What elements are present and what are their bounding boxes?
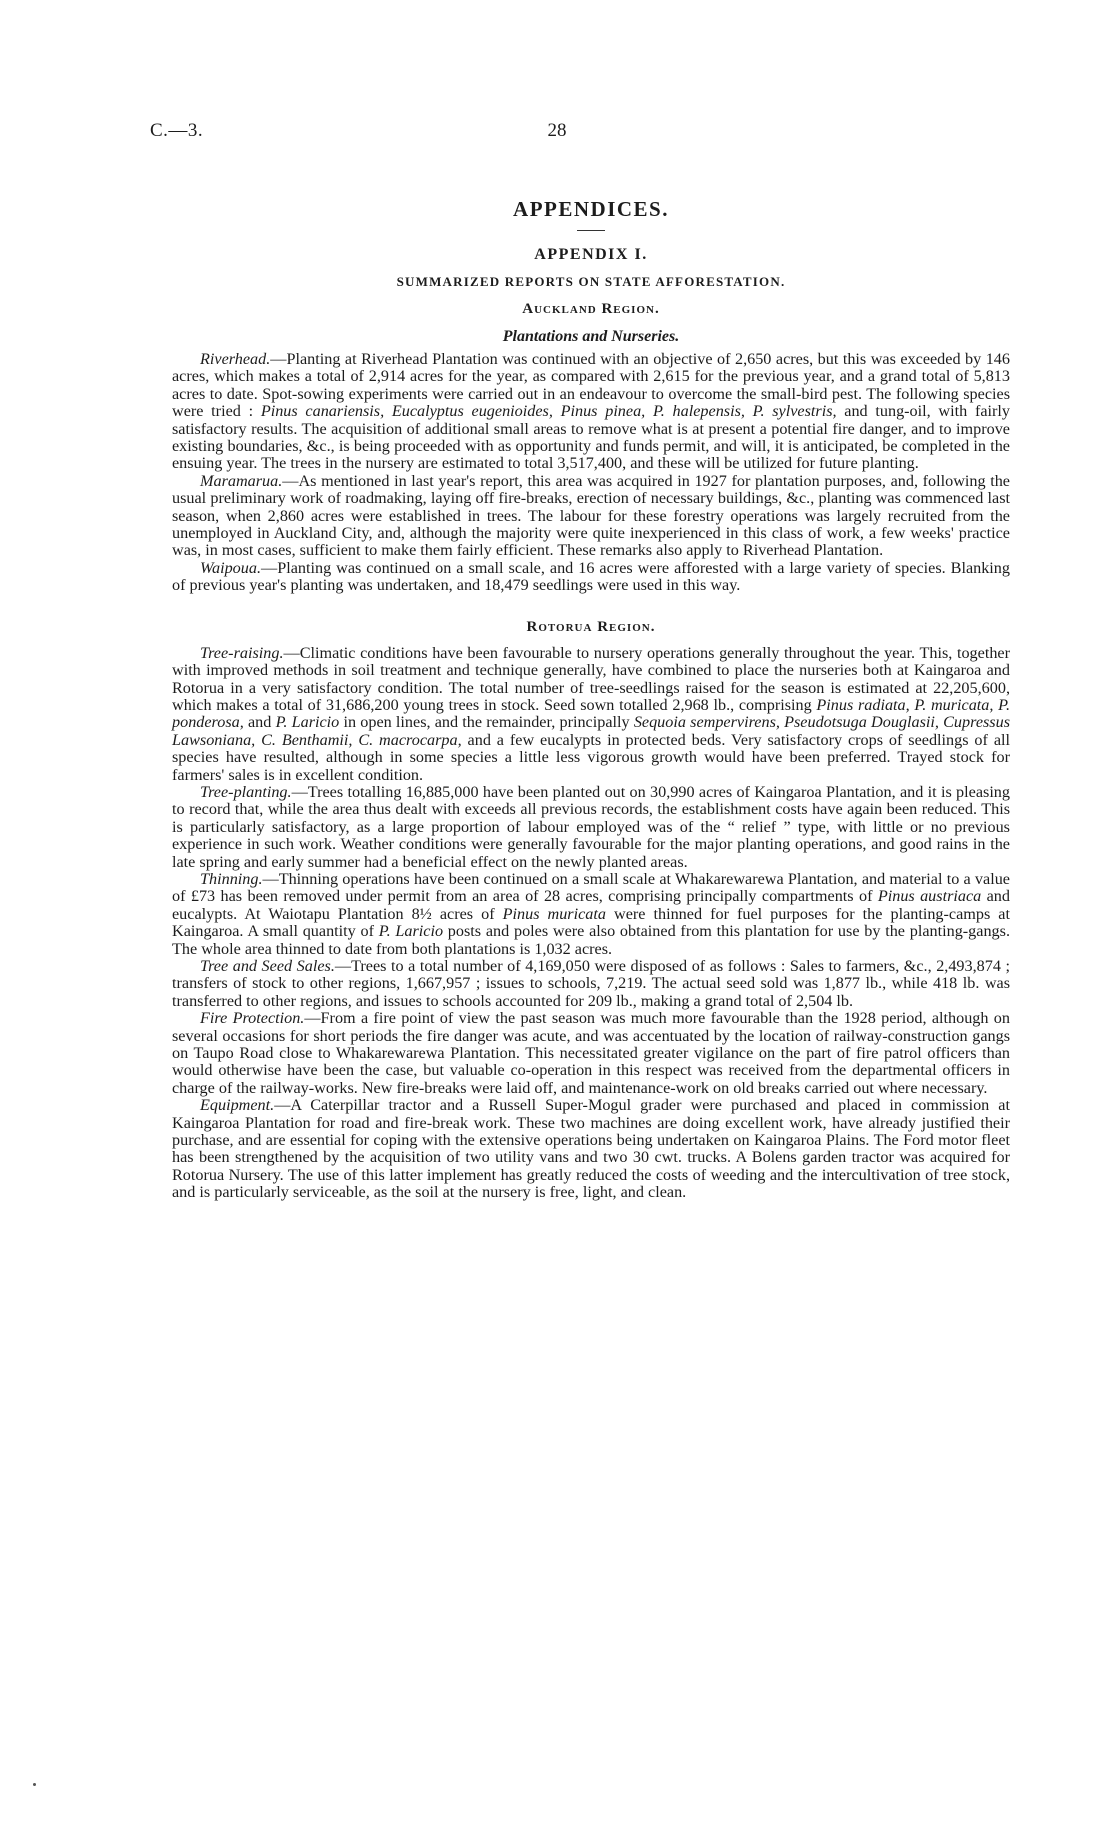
paragraph-lead: Waipoua. bbox=[200, 558, 262, 577]
summary-heading: SUMMARIZED REPORTS ON STATE AFFORESTATION. bbox=[396, 274, 786, 289]
species-names: Pinus radiata, P. muricata, P. ponderosa, bbox=[172, 695, 1010, 732]
paragraph-lead: Fire Protection. bbox=[200, 1009, 305, 1028]
page-number: 28 bbox=[547, 120, 567, 141]
paragraph-text: —A Caterpillar tractor and a Russell Super-Mogul grader were purchased and placed in commission at Kaingaroa Plantation for road and fire-break work. These two machines are doing excellent work, have already justified their purchase, and are essential for coping with the extensive operations being undertaken on Kaingaroa Plains. The Ford motor fleet has been strengthened by the acquisition of two utility vans and two 30 cwt. trucks. A Bolens garden tractor was acquired for Rotorua Nursery. The use of this latter implement has greatly reduced the costs of weeding and the intercultivation of tree stock, and is particularly serviceable, as the soil at the nursery is free, light, and clean. bbox=[172, 1096, 1010, 1202]
margin-speck bbox=[33, 1783, 36, 1786]
paragraph-text: —Planting was continued on a small scale, and 16 acres were afforested with a large variety of species. Blanking of previous year's planting was undertaken, and 18,479 seedlings were used in this way. bbox=[172, 558, 1010, 595]
species-names: Pinus austriaca bbox=[877, 887, 982, 906]
paragraph-maramarua bbox=[172, 473, 1010, 560]
paragraph-lead: Tree and Seed Sales. bbox=[200, 957, 335, 975]
paragraph-lead: Thinning. bbox=[200, 869, 263, 888]
paragraph-lead: Tree-planting. bbox=[200, 782, 292, 801]
paragraph-tree-planting bbox=[172, 784, 1010, 871]
paragraph-text: —Planting at Riverhead Plantation was continued with an objective of 2,650 acres, but this was exceeded by 146 acres, which makes a total of 2,914 acres for the year, as compared with 2,615 for the previous year, and a grand total of 5,813 acres to date. Spot-sowing experiments were carried out in an endeavour to overcome the small-bird pest. The following species were tried : bbox=[172, 350, 1010, 421]
paragraph-riverhead bbox=[172, 351, 1010, 473]
title-rule bbox=[577, 230, 605, 231]
paragraph-text: —From a fire point of view the past season was much more favourable than the 1928 period, although on several occasions for short periods the fire danger was acute, and was accentuated by the location of railway-construction gangs on Taupo Road close to Whakarewarewa Plantation. This necessitated greater vigilance on the part of fire patrol officers than would otherwise have been the case, but valuable co-operation in this respect was received from the departmental officers in charge of the railway-works. New fire-breaks were laid off, and maintenance-work on old breaks carried out where necessary. bbox=[172, 1009, 1010, 1097]
paragraph-text: —Thinning operations have been continued on a small scale at Whakarewarewa Plantation, and material to a value of £73 has been removed under permit from an area of 28 acres, comprising principally compartments of bbox=[172, 869, 1010, 906]
rotorua-region-heading: Rotorua Region. bbox=[526, 618, 656, 635]
paragraph-tree-raising bbox=[172, 645, 1010, 784]
plantations-subheading: Plantations and Nurseries. bbox=[502, 328, 680, 345]
species-names: P. Laricio bbox=[378, 922, 444, 941]
appendix-heading: APPENDIX I. bbox=[534, 246, 648, 263]
species-names: Sequoia sempervirens, Pseudotsuga Douglasii, Cupressus Lawsoniana, C. Benthamii, C. macrocarpa, bbox=[172, 713, 1010, 749]
species-names: Pinus canariensis, Eucalyptus eugenioides, Pinus pinea, P. halepensis, P. sylvestris, bbox=[260, 402, 837, 421]
paragraph-lead: Equipment. bbox=[200, 1096, 275, 1115]
paragraph-text: —Trees totalling 16,885,000 have been planted out on 30,990 acres of Kaingaroa Plantation, and it is pleasing to record that, while the area thus dealt with exceeds all previous records, the establishment costs have again been reduced. This is particularly satisfactory, as a large proportion of labour employed was of the “ relief ” type, with little or no previous experience in such work. Weather conditions were generally favourable for the major planting operations, and good rains in the late spring and early summer had a beneficial effect on the newly planted areas. bbox=[172, 782, 1010, 871]
paragraph-text: and bbox=[243, 713, 276, 732]
page-title: APPENDICES. bbox=[513, 197, 669, 221]
running-head bbox=[0, 120, 1114, 150]
paragraph-text: were thinned for fuel purposes for the planting-camps at Kaingaroa. A small quantity of bbox=[172, 904, 1010, 941]
body-column bbox=[172, 196, 1010, 1202]
paragraph-text: —Trees to a total number of 4,169,050 were disposed of as follows : Sales to farmers, &c., 2,493,874 ; transfers of stock to other regions, 1,667,957 ; issues to schools, 7,219. The actual seed sold was 1,877 lb., while 418 lb. was transferred to other regions, and issues to schools accounted for 209 lb., making a grand total of 2,504 lb. bbox=[172, 957, 1010, 1010]
paragraph-text: in open lines, and the remainder, principally bbox=[339, 713, 634, 732]
paragraph-text: and tung-oil, with fairly satisfactory results. The acquisition of additional small areas to remove what is at present a potential fire danger, and to improve existing boundaries, &c., is being proceeded with as opportunity and funds permit, and will, it is anticipated, be completed in the ensuing year. The trees in the nursery are estimated to total 3,517,400, and these will be utilized for future planting. bbox=[172, 402, 1010, 473]
paragraph-fire-protection bbox=[172, 1010, 1010, 1097]
paragraph-text: and eucalypts. At Waiotapu Plantation 8½ acres of bbox=[172, 887, 1010, 923]
section-gap bbox=[172, 595, 1010, 617]
paragraph-thinning bbox=[172, 871, 1010, 958]
paragraph-text: —As mentioned in last year's report, this area was acquired in 1927 for plantation purposes, and, following the usual preliminary work of roadmaking, laying off fire-breaks, erection of necessary buildings, &c., planting was commenced last season, when 2,860 acres were established in trees. The labour for these forestry operations was largely recruited from the unemployed in Auckland City, and, although the majority were quite inexperienced in this class of work, a few weeks' practice was, in most cases, sufficient to make them fairly efficient. These remarks also apply to Riverhead Plantation. bbox=[172, 471, 1010, 560]
paragraph-text: posts and poles were also obtained from this plantation for use by the planting-gangs. The whole area thinned to date from both plantations is 1,032 acres. bbox=[172, 922, 1010, 958]
paragraph-tree-seed-sales bbox=[172, 958, 1010, 1010]
species-names: P. Laricio bbox=[275, 713, 340, 732]
document-code: C.—3. bbox=[150, 120, 204, 141]
paragraph-text: —Climatic conditions have been favourable to nursery operations generally throughout the year. This, together with improved methods in soil treatment and technique generally, have combined to place the nurseries both at Kaingaroa and Rotorua in a very satisfactory condition. The total number of tree-seedlings raised for the season is estimated at 22,205,600, which makes a total of 31,686,200 young trees in stock. Seed sown totalled 2,968 lb., comprising bbox=[172, 643, 1010, 714]
paragraph-equipment bbox=[172, 1097, 1010, 1201]
paragraph-waipoua bbox=[172, 560, 1010, 595]
paragraph-lead: Riverhead. bbox=[200, 350, 271, 368]
paragraph-lead: Tree-raising. bbox=[200, 643, 284, 662]
paragraph-text: and a few eucalypts in protected beds. Very satisfactory crops of seedlings of all species have resulted, although in some species a little less vigorous growth would have been preferred. Trayed stock for farmers' sales is in excellent condition. bbox=[172, 730, 1010, 784]
paragraph-lead: Maramarua. bbox=[200, 471, 283, 490]
auckland-region-heading: Auckland Region. bbox=[522, 301, 660, 317]
species-names: Pinus muricata bbox=[502, 904, 606, 923]
